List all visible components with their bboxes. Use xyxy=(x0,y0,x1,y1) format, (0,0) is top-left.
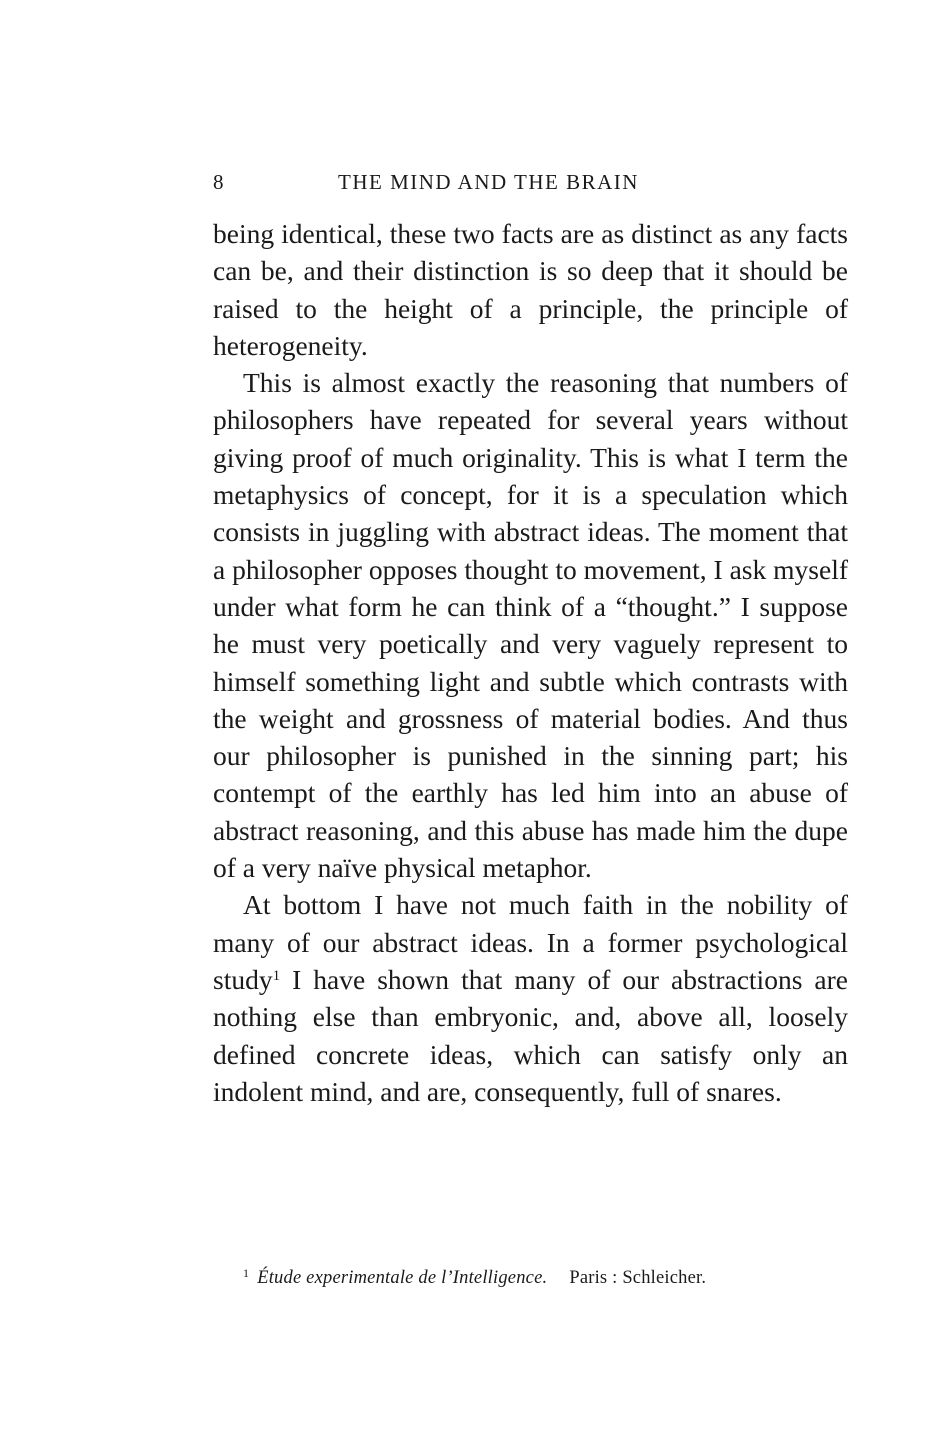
body-text xyxy=(213,215,848,1110)
footnote-publisher: Paris : Schleicher. xyxy=(569,1268,707,1288)
paragraph-2: This is almost exactly the reasoning that numbers of philosophers have repeated for several years without giving proof of much originality. This is what I term the metaphysics of concept, for it is a speculation which consists in juggling with abstract ideas. The moment that a philosopher opposes thought to movement, I ask myself under what form he can think of a “thought.” I suppose he must very poetically and very vaguely represent to himself something light and subtle which contrasts with the weight and grossness of material bodies. And thus our philosopher is punished in the sinning part; his contempt of the earthly has led him into an abuse of abstract reasoning, and this abuse has made him the dupe of a very naïve physical metaphor. xyxy=(213,367,848,884)
paragraph-3-text-after-ref: I have shown that many of our abstractions are nothing else than embryonic, and, above all, loosely defined concrete ideas, which can satisfy only an indolent mind, and are, consequently, full of snares. xyxy=(213,963,848,1107)
running-title: THE MIND AND THE BRAIN xyxy=(338,170,639,194)
footnote-reference[interactable]: 1 xyxy=(272,967,281,984)
footnote-marker: 1 xyxy=(243,1266,250,1280)
footnote-title: Étude experimentale de l’Intelligence. xyxy=(257,1268,548,1288)
footnote xyxy=(243,1266,843,1289)
paragraph-3 xyxy=(213,886,848,1110)
paragraph-1: being identical, these two facts are as distinct as any facts can be, and their distinction is so deep that it should be raised to the height of a principle, the principle of heterogeneity. xyxy=(213,218,848,361)
page-number: 8 xyxy=(213,170,225,194)
running-head xyxy=(213,170,848,200)
paragraph-3-text-before-ref: At bottom I have not much faith in the nobility of many of our abstract ideas. In a former psychological study xyxy=(213,889,848,995)
